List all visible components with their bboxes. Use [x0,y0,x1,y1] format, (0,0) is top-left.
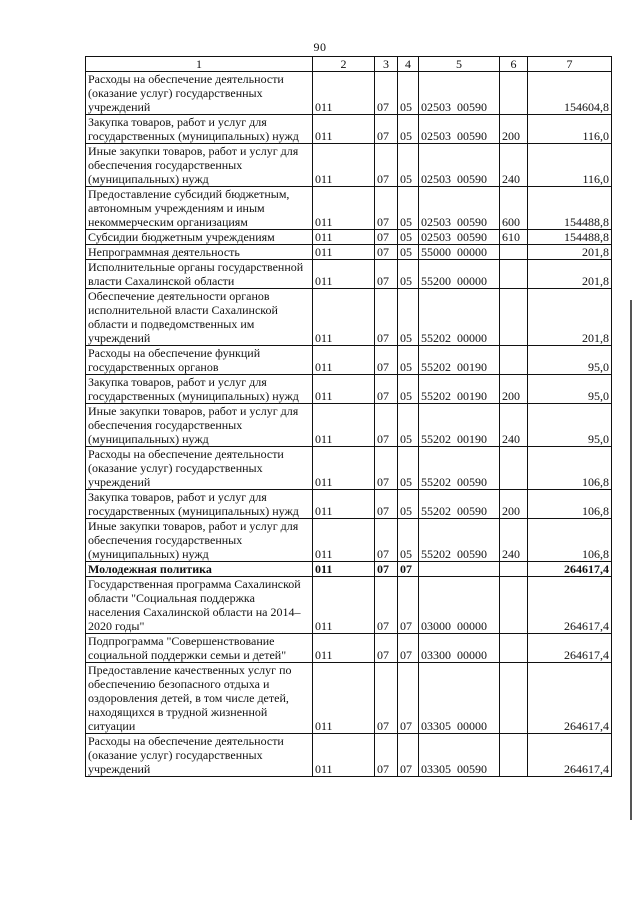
section-cell: 07 [375,490,398,519]
target-article-cell: 55000 00000 [419,245,500,260]
expense-type-cell: 240 [500,144,528,187]
row-name-cell: Расходы на обеспечение деятельности (оказание услуг) государственных учреждений [86,72,313,115]
expense-type-cell: 600 [500,187,528,230]
ministry-code-cell: 011 [313,490,375,519]
subsection-cell: 05 [398,230,419,245]
ministry-code-cell: 011 [313,72,375,115]
section-cell: 07 [375,634,398,663]
budget-table [85,56,612,777]
column-header: 4 [398,57,419,72]
subsection-cell: 05 [398,375,419,404]
amount-cell: 154604,8 [528,72,612,115]
amount-cell: 95,0 [528,346,612,375]
section-cell: 07 [375,577,398,634]
subsection-cell: 05 [398,490,419,519]
subsection-cell: 07 [398,634,419,663]
table-row [86,490,612,519]
amount-cell: 106,8 [528,519,612,562]
amount-cell: 264617,4 [528,577,612,634]
amount-cell: 264617,4 [528,634,612,663]
expense-type-cell [500,634,528,663]
amount-cell: 106,8 [528,447,612,490]
amount-cell: 201,8 [528,245,612,260]
row-name-cell: Обеспечение деятельности органов исполнительной власти Сахалинской области и подведомственных им учреждений [86,289,313,346]
column-header: 7 [528,57,612,72]
target-article-cell: 55202 00190 [419,346,500,375]
row-name-cell: Подпрограмма "Совершенствование социальной поддержки семьи и детей" [86,634,313,663]
expense-type-cell [500,245,528,260]
subsection-cell: 05 [398,144,419,187]
section-cell: 07 [375,663,398,734]
ministry-code-cell: 011 [313,519,375,562]
row-name-cell: Закупка товаров, работ и услуг для государственных (муниципальных) нужд [86,375,313,404]
section-cell: 07 [375,346,398,375]
ministry-code-cell: 011 [313,260,375,289]
subsection-cell: 05 [398,115,419,144]
row-name-cell: Расходы на обеспечение деятельности (оказание услуг) государственных учреждений [86,447,313,490]
subsection-cell: 05 [398,447,419,490]
table-row [86,447,612,490]
section-cell: 07 [375,115,398,144]
column-header: 1 [86,57,313,72]
section-cell: 07 [375,72,398,115]
target-article-cell: 02503 00590 [419,144,500,187]
row-name-cell: Государственная программа Сахалинской области "Социальная поддержка населения Сахалинской области на 2014–2020 годы" [86,577,313,634]
amount-cell: 116,0 [528,115,612,144]
ministry-code-cell: 011 [313,734,375,777]
amount-cell: 95,0 [528,404,612,447]
section-cell: 07 [375,144,398,187]
ministry-code-cell: 011 [313,663,375,734]
section-cell: 07 [375,562,398,577]
expense-type-cell [500,577,528,634]
expense-type-cell [500,447,528,490]
ministry-code-cell: 011 [313,289,375,346]
expense-type-cell: 200 [500,375,528,404]
expense-type-cell [500,260,528,289]
target-article-cell: 02503 00590 [419,72,500,115]
subsection-cell: 05 [398,187,419,230]
ministry-code-cell: 011 [313,375,375,404]
expense-type-cell: 200 [500,115,528,144]
target-article-cell [419,562,500,577]
ministry-code-cell: 011 [313,562,375,577]
target-article-cell: 03305 00000 [419,663,500,734]
column-header: 3 [375,57,398,72]
section-cell: 07 [375,375,398,404]
ministry-code-cell: 011 [313,346,375,375]
subsection-cell: 07 [398,734,419,777]
subsection-cell: 05 [398,289,419,346]
section-cell: 07 [375,187,398,230]
table-row [86,663,612,734]
subsection-cell: 05 [398,519,419,562]
section-cell: 07 [375,260,398,289]
expense-type-cell [500,663,528,734]
row-name-cell: Иные закупки товаров, работ и услуг для обеспечения государственных (муниципальных) нужд [86,519,313,562]
target-article-cell: 02503 00590 [419,230,500,245]
row-name-cell: Расходы на обеспечение функций государственных органов [86,346,313,375]
section-cell: 07 [375,734,398,777]
expense-type-cell [500,72,528,115]
table-row [86,562,612,577]
table-row [86,144,612,187]
row-name-cell: Иные закупки товаров, работ и услуг для обеспечения государственных (муниципальных) нужд [86,144,313,187]
table-row [86,72,612,115]
target-article-cell: 55202 00190 [419,404,500,447]
section-cell: 07 [375,245,398,260]
table-row [86,260,612,289]
amount-cell: 201,8 [528,260,612,289]
expense-type-cell: 240 [500,404,528,447]
expense-type-cell [500,734,528,777]
column-header: 6 [500,57,528,72]
table-header-row [86,57,612,72]
table-row [86,734,612,777]
table-row [86,289,612,346]
section-cell: 07 [375,230,398,245]
ministry-code-cell: 011 [313,230,375,245]
subsection-cell: 07 [398,562,419,577]
row-name-cell: Непрограммная деятельность [86,245,313,260]
subsection-cell: 05 [398,72,419,115]
row-name-cell: Расходы на обеспечение деятельности (оказание услуг) государственных учреждений [86,734,313,777]
row-name-cell: Иные закупки товаров, работ и услуг для обеспечения государственных (муниципальных) нужд [86,404,313,447]
target-article-cell: 03305 00590 [419,734,500,777]
target-article-cell: 02503 00590 [419,187,500,230]
ministry-code-cell: 011 [313,634,375,663]
ministry-code-cell: 011 [313,404,375,447]
target-article-cell: 55202 00590 [419,519,500,562]
amount-cell: 264617,4 [528,562,612,577]
ministry-code-cell: 011 [313,115,375,144]
page-number: 90 [313,40,327,54]
amount-cell: 264617,4 [528,663,612,734]
amount-cell: 264617,4 [528,734,612,777]
expense-type-cell [500,562,528,577]
section-cell: 07 [375,519,398,562]
target-article-cell: 55200 00000 [419,260,500,289]
expense-type-cell [500,346,528,375]
amount-cell: 116,0 [528,144,612,187]
table-row [86,115,612,144]
amount-cell: 201,8 [528,289,612,346]
section-cell: 07 [375,447,398,490]
row-name-cell: Закупка товаров, работ и услуг для государственных (муниципальных) нужд [86,115,313,144]
amount-cell: 154488,8 [528,187,612,230]
ministry-code-cell: 011 [313,447,375,490]
subsection-cell: 05 [398,404,419,447]
subsection-cell: 07 [398,577,419,634]
table-row [86,245,612,260]
target-article-cell: 55202 00590 [419,447,500,490]
target-article-cell: 02503 00590 [419,115,500,144]
ministry-code-cell: 011 [313,245,375,260]
row-name-cell: Молодежная политика [86,562,313,577]
column-header: 2 [313,57,375,72]
table-row [86,187,612,230]
table-row [86,230,612,245]
table-row [86,519,612,562]
expense-type-cell [500,289,528,346]
target-article-cell: 03300 00000 [419,634,500,663]
expense-type-cell: 200 [500,490,528,519]
amount-cell: 95,0 [528,375,612,404]
target-article-cell: 55202 00000 [419,289,500,346]
page-edge-line [630,300,632,820]
column-header: 5 [419,57,500,72]
section-cell: 07 [375,404,398,447]
amount-cell: 154488,8 [528,230,612,245]
table-row [86,634,612,663]
target-article-cell: 55202 00590 [419,490,500,519]
subsection-cell: 05 [398,260,419,289]
row-name-cell: Предоставление качественных услуг по обеспечению безопасного отдыха и оздоровления детей, в том числе детей, находящихся в трудной жизненной ситуации [86,663,313,734]
row-name-cell: Предоставление субсидий бюджетным, автономным учреждениям и иным некоммерческим организациям [86,187,313,230]
expense-type-cell: 610 [500,230,528,245]
target-article-cell: 03000 00000 [419,577,500,634]
ministry-code-cell: 011 [313,144,375,187]
target-article-cell: 55202 00190 [419,375,500,404]
table-row [86,577,612,634]
section-cell: 07 [375,289,398,346]
expense-type-cell: 240 [500,519,528,562]
amount-cell: 106,8 [528,490,612,519]
table-row [86,346,612,375]
subsection-cell: 07 [398,663,419,734]
table-row [86,404,612,447]
subsection-cell: 05 [398,245,419,260]
table-row [86,375,612,404]
ministry-code-cell: 011 [313,187,375,230]
ministry-code-cell: 011 [313,577,375,634]
row-name-cell: Субсидии бюджетным учреждениям [86,230,313,245]
row-name-cell: Исполнительные органы государственной власти Сахалинской области [86,260,313,289]
row-name-cell: Закупка товаров, работ и услуг для государственных (муниципальных) нужд [86,490,313,519]
subsection-cell: 05 [398,346,419,375]
